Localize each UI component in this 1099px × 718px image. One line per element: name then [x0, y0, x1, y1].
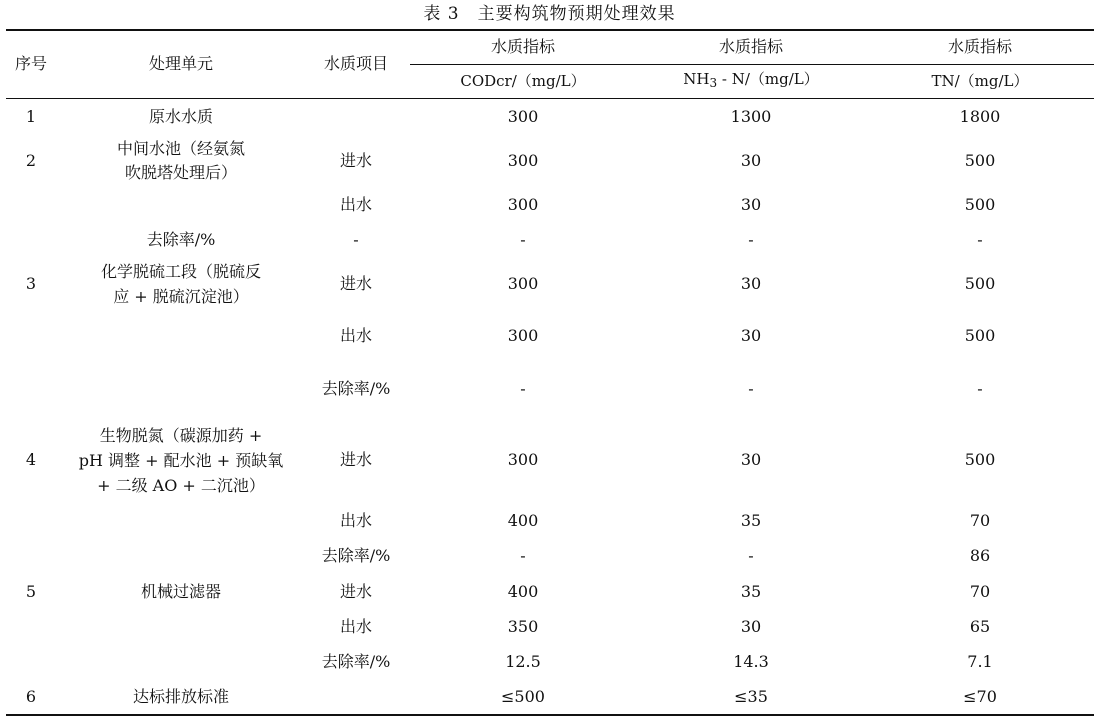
- header-nh3: [683, 67, 818, 95]
- row-2-unit-line1: 中间水池（经氨氮: [116, 139, 246, 158]
- row-11-nh3: 35: [740, 582, 762, 601]
- header-group-tn: 水质指标: [947, 37, 1013, 56]
- row-12-nh3: 30: [740, 617, 762, 636]
- header-group-cod: 水质指标: [490, 37, 556, 56]
- row-6-nh3: 30: [740, 326, 762, 345]
- row-5-nh3: 30: [740, 274, 762, 293]
- row-9-item: 出水: [339, 511, 373, 530]
- row-6-tn: 500: [964, 326, 996, 345]
- header-unit: 处理单元: [148, 54, 214, 73]
- row-4-cod: -: [520, 230, 526, 249]
- row-14-seq: 6: [25, 687, 37, 706]
- row-2-cod: 300: [507, 151, 539, 170]
- row-10-nh3: -: [748, 546, 754, 565]
- row-6-item: 出水: [339, 326, 373, 345]
- top-rule: [6, 29, 1094, 31]
- row-13-cod: 12.5: [505, 652, 541, 671]
- row-3-tn: 500: [964, 195, 996, 214]
- row-5-seq: 3: [25, 274, 37, 293]
- row-4-item: -: [353, 230, 359, 249]
- header-group-nh3: 水质指标: [718, 37, 784, 56]
- row-8-unit-line3: + 二级 AO + 二沉池）: [97, 476, 265, 495]
- row-7-item: 去除率/%: [321, 379, 391, 398]
- row-3-nh3: 30: [740, 195, 762, 214]
- row-4-unit: 去除率/%: [146, 230, 216, 249]
- row-5-tn: 500: [964, 274, 996, 293]
- row-11-unit: 机械过滤器: [140, 582, 222, 601]
- row-5-unit-line1: 化学脱硫工段（脱硫反: [100, 262, 262, 281]
- header-cod: CODcr/（mg/L）: [460, 72, 586, 90]
- row-13-tn: 7.1: [967, 652, 993, 671]
- row-4-nh3: -: [748, 230, 754, 249]
- row-2-unit-line2: 吹脱塔处理后）: [124, 163, 238, 182]
- row-10-tn: 86: [969, 546, 991, 565]
- row-8-cod: 300: [507, 450, 539, 469]
- row-11-item: 进水: [339, 582, 373, 601]
- row-11-tn: 70: [969, 582, 991, 601]
- row-13-nh3: 14.3: [733, 652, 769, 671]
- header-nh3-suffix: - N/（mg/L）: [717, 70, 819, 88]
- row-5-cod: 300: [507, 274, 539, 293]
- row-8-unit-line2: pH 调整 + 配水池 + 预缺氧: [78, 451, 284, 470]
- bottom-rule: [6, 714, 1094, 716]
- row-2-seq: 2: [25, 151, 37, 170]
- row-9-tn: 70: [969, 511, 991, 530]
- row-12-item: 出水: [339, 617, 373, 636]
- header-nh3-subscript: 3: [709, 76, 718, 90]
- row-2-item: 进水: [339, 151, 373, 170]
- row-3-item: 出水: [339, 195, 373, 214]
- row-14-nh3: ≤35: [734, 687, 768, 706]
- header-seq: 序号: [14, 54, 48, 73]
- header-nh3-prefix: NH: [683, 70, 710, 88]
- header-item: 水质项目: [323, 54, 389, 73]
- row-7-cod: -: [520, 379, 526, 398]
- row-8-item: 进水: [339, 450, 373, 469]
- row-8-unit-line1: 生物脱氮（碳源加药 +: [99, 426, 263, 445]
- header-bottom-rule: [6, 98, 1094, 99]
- row-7-tn: -: [977, 379, 983, 398]
- row-3-cod: 300: [507, 195, 539, 214]
- row-4-tn: -: [977, 230, 983, 249]
- header-sub-rule: [410, 64, 1094, 65]
- row-2-tn: 500: [964, 151, 996, 170]
- row-12-tn: 65: [969, 617, 991, 636]
- row-1-cod: 300: [507, 107, 539, 126]
- row-9-cod: 400: [507, 511, 539, 530]
- row-1-unit: 原水水质: [148, 107, 214, 126]
- row-14-cod: ≤500: [501, 687, 545, 706]
- row-1-seq: 1: [25, 107, 37, 126]
- row-8-seq: 4: [25, 450, 37, 469]
- row-1-tn: 1800: [959, 107, 1001, 126]
- row-10-cod: -: [520, 546, 526, 565]
- row-5-unit-line2: 应 + 脱硫沉淀池）: [113, 287, 249, 306]
- row-1-nh3: 1300: [730, 107, 772, 126]
- row-10-item: 去除率/%: [321, 546, 391, 565]
- row-5-item: 进水: [339, 274, 373, 293]
- row-14-tn: ≤70: [963, 687, 997, 706]
- row-11-seq: 5: [25, 582, 37, 601]
- header-tn: TN/（mg/L）: [931, 72, 1029, 90]
- row-8-nh3: 30: [740, 450, 762, 469]
- row-8-tn: 500: [964, 450, 996, 469]
- row-12-cod: 350: [507, 617, 539, 636]
- row-7-nh3: -: [748, 379, 754, 398]
- row-13-item: 去除率/%: [321, 652, 391, 671]
- row-6-cod: 300: [507, 326, 539, 345]
- row-11-cod: 400: [507, 582, 539, 601]
- table-caption: 表 3 主要构筑物预期处理效果: [423, 4, 676, 24]
- row-2-nh3: 30: [740, 151, 762, 170]
- row-14-unit: 达标排放标准: [132, 687, 230, 706]
- row-9-nh3: 35: [740, 511, 762, 530]
